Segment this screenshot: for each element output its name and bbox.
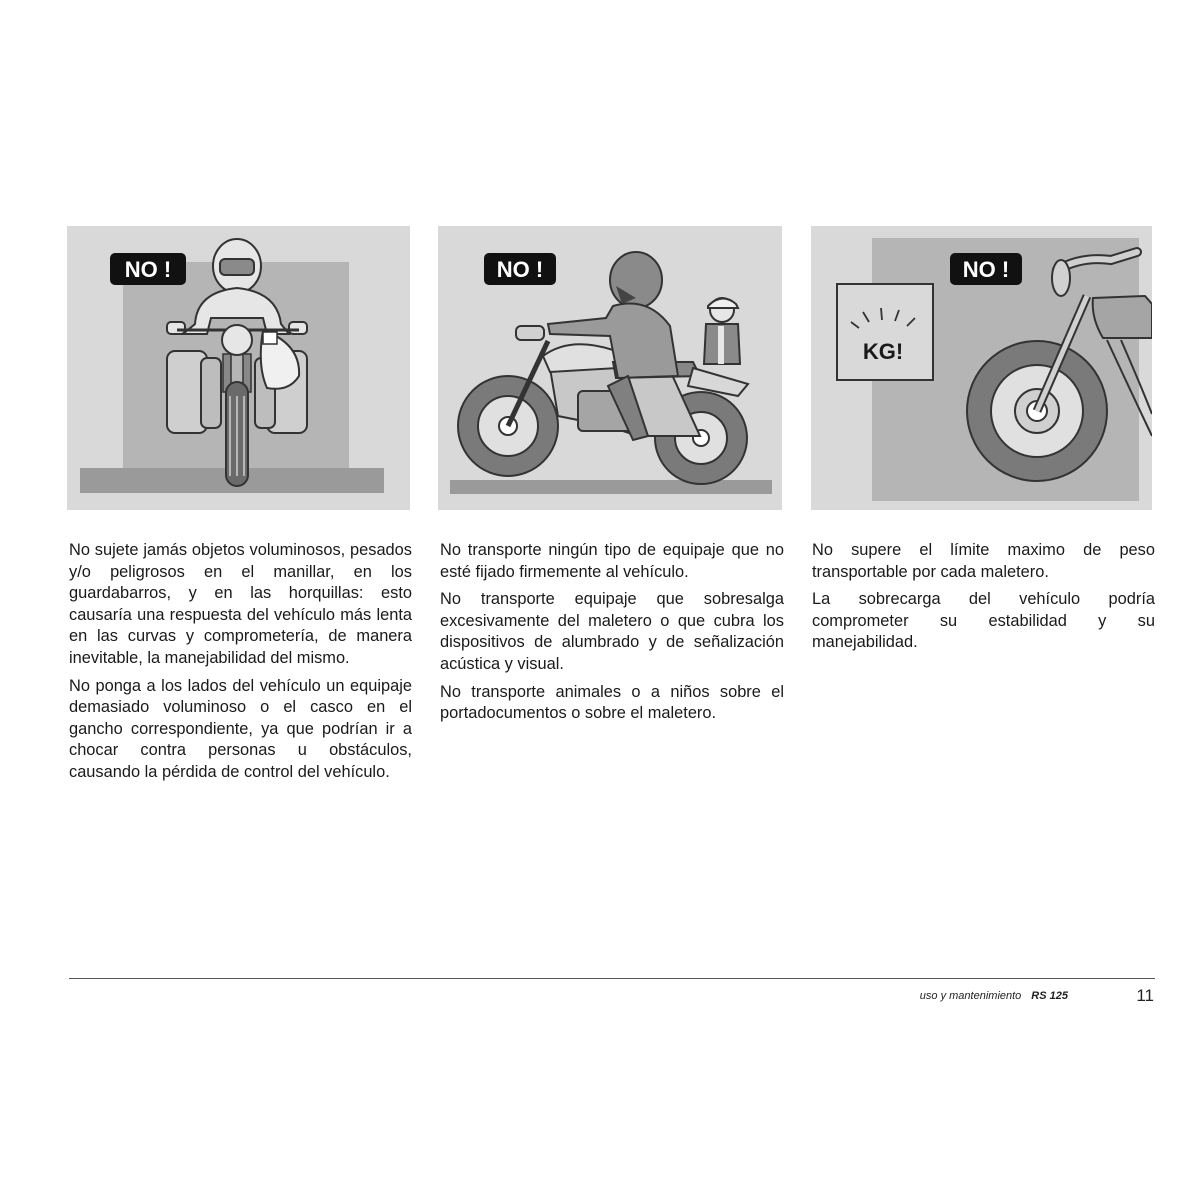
text-column-2: [440, 540, 784, 731]
illustration-weight-overload: [811, 226, 1152, 510]
paragraph: No supere el límite maximo de peso transportable por cada maletero.: [812, 541, 1155, 581]
paragraph: No transporte ningún tipo de equipaje que no esté fijado firmemente al vehículo.: [440, 541, 784, 581]
no-badge: NO !: [124, 257, 172, 282]
footer-label: [920, 990, 1068, 1002]
text-column-3: [812, 540, 1155, 660]
footer-divider: [69, 978, 1155, 979]
paragraph: La sobrecarga del vehículo podría comprometer su estabilidad y su manejabilidad.: [812, 590, 1155, 652]
paragraph: No transporte animales o a niños sobre el portadocumentos o sobre el maletero.: [440, 682, 784, 723]
no-badge: NO !: [496, 257, 544, 282]
motorcycle-weight-drawing: [811, 226, 1152, 510]
motorcycle-side-drawing: [438, 226, 782, 510]
paragraph: No transporte equipaje que sobresalga excesivamente del maletero o que cubra los dispositivos de alumbrado y de señalización acústica y visual.: [440, 590, 784, 673]
illustration-front-overload: [67, 226, 410, 510]
motorcycle-front-drawing: [67, 226, 410, 510]
model-name: RS 125: [1031, 990, 1068, 1002]
illustration-side-passenger: [438, 226, 782, 510]
manual-title: uso y mantenimiento: [919, 990, 1022, 1002]
text-column-1: [69, 540, 412, 790]
paragraph: No ponga a los lados del vehículo un equipaje demasiado voluminoso o el casco en el gancho correspondiente, ya que podrían ir a chocar contra personas u obstáculos, causando la pérdida de control del vehículo.: [69, 676, 412, 781]
page-number: 11: [1136, 986, 1154, 1005]
paragraph: No sujete jamás objetos voluminosos, pesados y/o peligrosos en el manillar, en los guardabarros, y en las horquillas: esto causaría una respuesta del vehículo más lenta en las curvas y comprometería, de manera inevitable, la manejabilidad del mismo.: [69, 541, 412, 667]
kg-warning-label: KG!: [862, 339, 904, 364]
no-badge: NO !: [962, 257, 1010, 282]
